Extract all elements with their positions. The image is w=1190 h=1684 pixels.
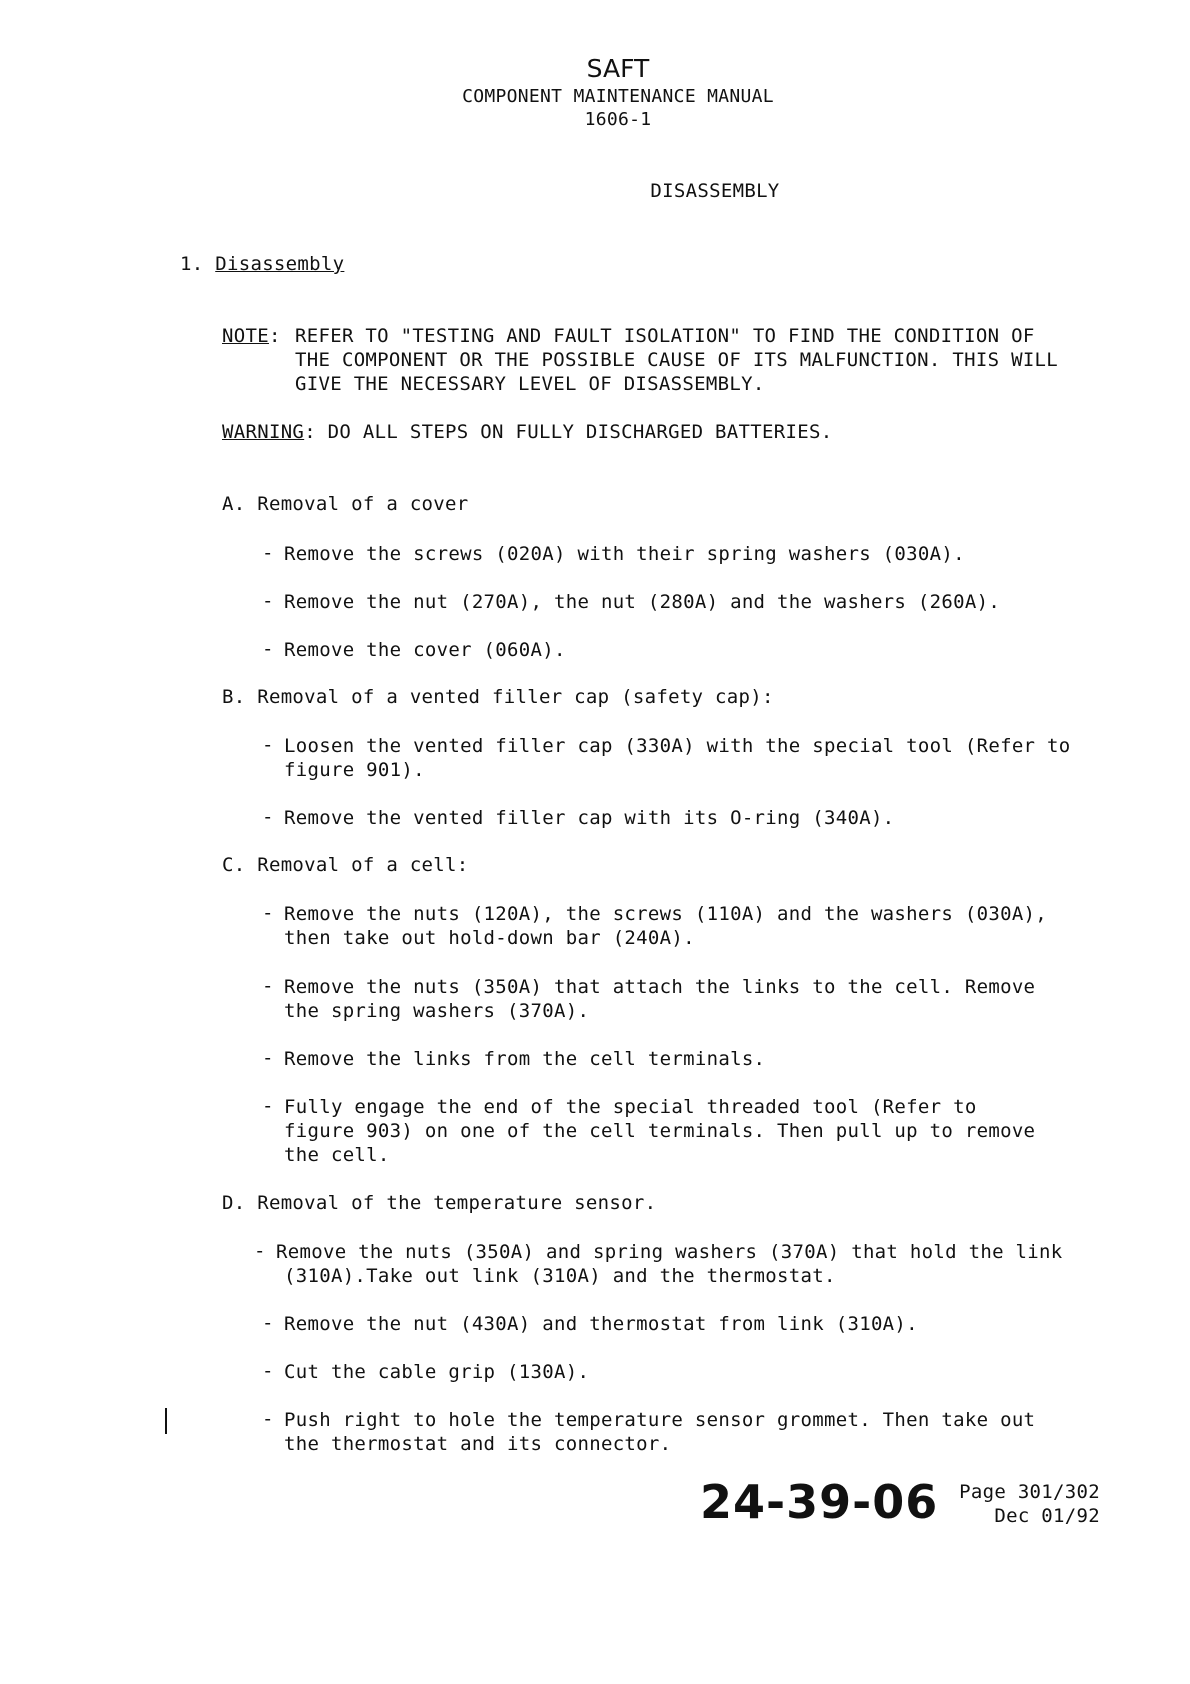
step-line: Remove the screws (020A) with their spring washers (030A). bbox=[284, 543, 965, 565]
step-line: figure 903) on one of the cell terminals. Then pull up to remove bbox=[284, 1120, 1036, 1142]
step-line: Remove the cover (060A). bbox=[284, 639, 566, 661]
note-line: GIVE THE NECESSARY LEVEL OF DISASSEMBLY. bbox=[295, 373, 765, 395]
note-line: REFER TO "TESTING AND FAULT ISOLATION" TO FIND THE CONDITION OF bbox=[295, 325, 1035, 347]
step-line: Remove the nut (430A) and thermostat from link (310A). bbox=[284, 1313, 918, 1335]
step-line: the thermostat and its connector. bbox=[284, 1433, 672, 1455]
heading bbox=[180, 253, 344, 275]
step-line: the spring washers (370A). bbox=[284, 1000, 590, 1022]
step-line: Cut the cable grip (130A). bbox=[284, 1361, 590, 1383]
warning-text: DO ALL STEPS ON FULLY DISCHARGED BATTERIES. bbox=[327, 421, 833, 443]
step-line: Remove the nuts (350A) and spring washers (370A) that hold the link bbox=[276, 1241, 1063, 1263]
manual-page: SAFT COMPONENT MAINTENANCE MANUAL 1606-1 DISASSEMBLY 1. Disassembly NOTE: REFER TO "TESTING AND FAULT ISOLATION" TO FIND THE CONDITION OF THE COMPONENT OR THE POSSIBLE CAUSE OF ITS MALFUNCTION. THIS WILL GIVE THE NECESSARY LEVEL OF DISASSEMBLY. WARNING: DO ALL STEPS ON FULLY DISCHARGED BATTERIES. A. Removal of a cover - Remove the screws (020A) with their spring washers (030A). - Remove the nut (270A), the nut (280A) and the washers (260A). - Remove the cover (060A). B. Removal of a vented filler cap (safety cap): - Loosen the vented filler cap (330A) with the special tool (Refer to figure 901). - Remove the vented filler cap with its O-ring (340A). C. Removal of a cell: - Remove the nuts (120A), the screws (110A) and the washers (030A), then take out hold-down bar (240A). - Remove the nuts (350A) that attach the links to the cell. Remove the spring washers (370A). - Remove the links from the cell terminals. - Fully engage the end of the special threaded tool (Refer to figure 903) on one of the cell terminals. Then pull up to remove the cell. D. Removal of the temperature sensor. - Remove the nuts (350A) and spring washers (370A) that hold the link (310A).Take out link (310A) and the thermostat. - Remove the nut (430A) and thermostat from link (310A). - Cut the cable grip (130A). - Push right to hole the temperature sensor grommet. Then take out the thermostat and its connector. 24-39-06 Page 301/302 Dec 01/92 bbox=[0, 0, 1190, 1684]
step-line: Remove the nut (270A), the nut (280A) and the washers (260A). bbox=[284, 591, 1001, 613]
company-name: SAFT bbox=[586, 54, 650, 83]
step-line: Remove the vented filler cap with its O-ring (340A). bbox=[284, 807, 895, 829]
step-line: Remove the links from the cell terminals. bbox=[284, 1048, 766, 1070]
step-line: Remove the nuts (120A), the screws (110A) and the washers (030A), bbox=[284, 903, 1048, 925]
subsection-title: A. Removal of a cover bbox=[222, 493, 469, 515]
note-line: THE COMPONENT OR THE POSSIBLE CAUSE OF ITS MALFUNCTION. THIS WILL bbox=[295, 349, 1059, 371]
warning: WARNING: DO ALL STEPS ON FULLY DISCHARGED BATTERIES. bbox=[222, 421, 833, 443]
step-line: Push right to hole the temperature sensor grommet. Then take out bbox=[284, 1409, 1036, 1431]
step-line: (310A).Take out link (310A) and the thermostat. bbox=[284, 1265, 836, 1287]
step-line: the cell. bbox=[284, 1144, 390, 1166]
step-line: Remove the nuts (350A) that attach the links to the cell. Remove bbox=[284, 976, 1036, 998]
page-info bbox=[950, 1480, 1100, 1528]
step-line: Fully engage the end of the special threaded tool (Refer to bbox=[284, 1096, 977, 1118]
manual-number: 1606-1 bbox=[584, 109, 652, 130]
step-line: Loosen the vented filler cap (330A) with the special tool (Refer to bbox=[284, 735, 1071, 757]
note-label: NOTE bbox=[222, 325, 269, 347]
step-line: then take out hold-down bar (240A). bbox=[284, 927, 695, 949]
manual-title: COMPONENT MAINTENANCE MANUAL bbox=[462, 86, 774, 107]
warning-label: WARNING bbox=[222, 421, 305, 443]
step-line: figure 901). bbox=[284, 759, 425, 781]
note-label-line: NOTE: bbox=[222, 325, 281, 347]
subsection-title: D. Removal of the temperature sensor. bbox=[222, 1192, 657, 1214]
document-number: 24-39-06 bbox=[700, 1475, 939, 1529]
subsection-title: C. Removal of a cell: bbox=[222, 854, 469, 876]
revision-date: Dec 01/92 bbox=[994, 1505, 1100, 1527]
page-number: Page 301/302 bbox=[959, 1481, 1100, 1503]
heading-title: Disassembly bbox=[215, 253, 345, 275]
subsection-title: B. Removal of a vented filler cap (safety cap): bbox=[222, 686, 774, 708]
revision-bar bbox=[165, 1408, 167, 1434]
heading-number: 1. bbox=[180, 253, 204, 275]
section-title: DISASSEMBLY bbox=[650, 180, 780, 202]
